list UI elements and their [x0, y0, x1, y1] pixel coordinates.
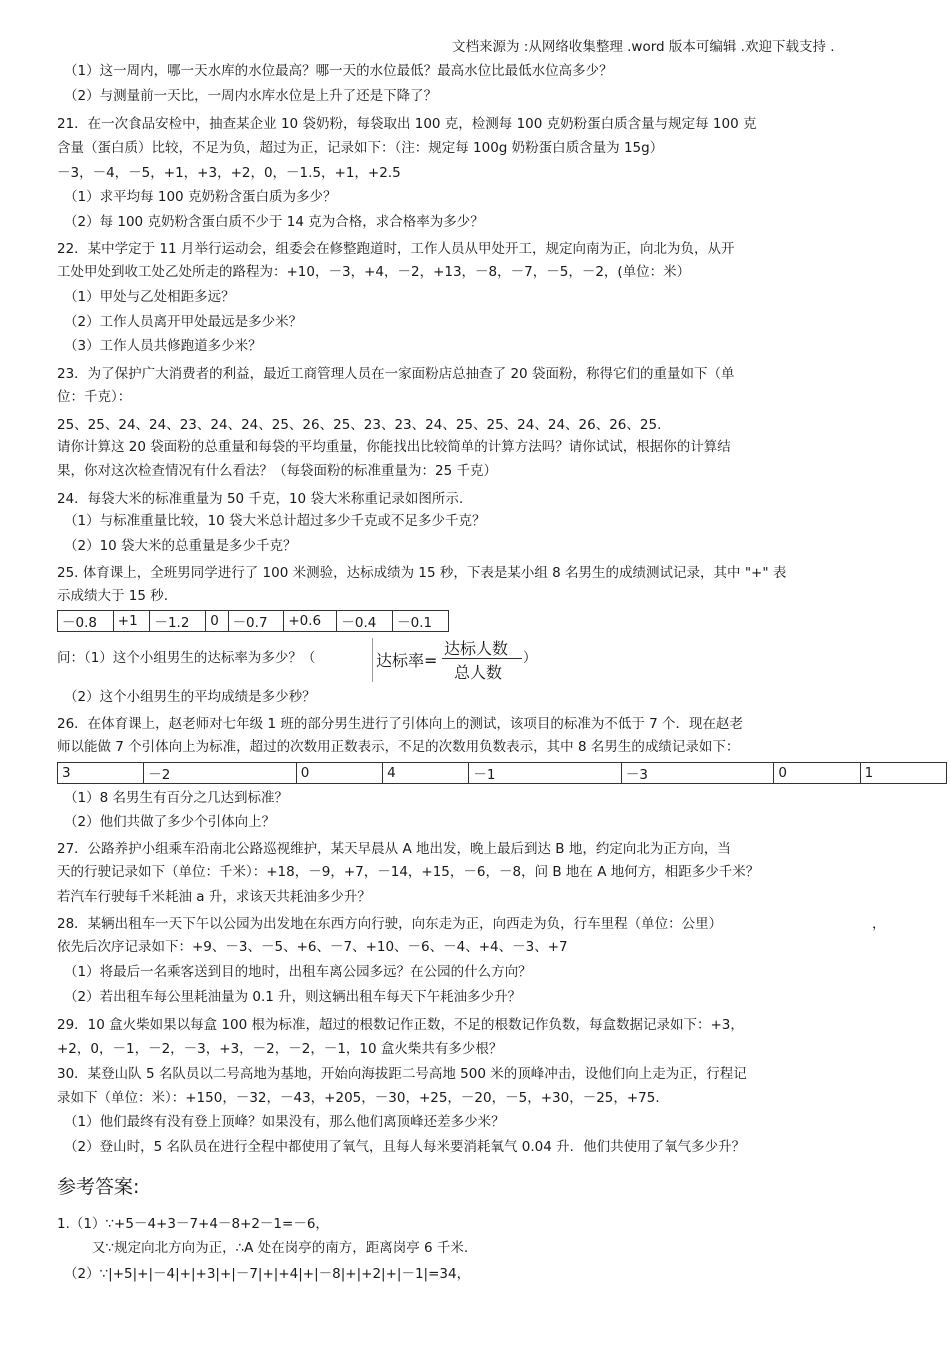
- page-header-note: 文档来源为 :从网络收集整理 .word 版本可编辑 .欢迎下载支持 .: [452, 39, 835, 55]
- question-line: （2）登山时，5 名队员在进行全程中都使用了氧气，且每人每米要消耗氧气 0.04 升．他们共使用了氧气多少升？: [64, 1139, 746, 1155]
- formula-denominator: 总人数: [454, 663, 503, 682]
- table-cell: －3: [621, 763, 774, 784]
- answer-line: （2）∵|+5|+|－4|+|+3|+|－7|+|+4|+|－8|+|+2|+|－1|=34，: [64, 1266, 471, 1282]
- table-cell: 1: [860, 763, 946, 784]
- table-cell: 3: [58, 763, 144, 784]
- table-cell: +0.6: [284, 611, 337, 632]
- question-line: （1）求平均每 100 克奶粉含蛋白质为多少？: [64, 189, 337, 205]
- answer-line: 1.（1）∵+5－4+3－7+4－8+2－1=－6，: [57, 1216, 329, 1232]
- question-line: 依先后次序记录如下：+9、－3、－5、+6、－7、+10、－6、－4、+4、－3、+7: [57, 939, 568, 955]
- question-29: 29．10 盒火柴如果以每盒 100 根为标准，超过的根数记作正数，不足的根数记作负数，每盒数据记录如下：+3，: [57, 1017, 744, 1033]
- question-25: 25. 体育课上，全班男同学进行了 100 米测验，达标成绩为 15 秒，下表是某小组 8 名男生的成绩测试记录，其中 "+" 表: [57, 565, 787, 581]
- question-23: 23．为了保护广大消费者的利益，最近工商管理人员在一家面粉店总抽查了 20 袋面粉，称得它们的重量如下（单: [57, 366, 735, 382]
- question-line: 示成绩大于 15 秒.: [57, 588, 169, 604]
- question-line: 问：（1）这个小组男生的达标率为多少？（: [57, 650, 316, 666]
- table-cell: －0.4: [337, 611, 393, 632]
- pass-rate-formula: [372, 636, 524, 682]
- question-line: （1）与标准重量比较，10 袋大米总计超过多少千克或不足多少千克？: [64, 513, 486, 529]
- score-table-25: [57, 610, 449, 632]
- question-line: 含量（蛋白质）比较，不足为负，超过为正，记录如下：（注：规定每 100g 奶粉蛋白质含量为 15g）: [57, 140, 664, 156]
- table-cell: －0.8: [58, 611, 114, 632]
- formula-numerator: 达标人数: [444, 639, 509, 658]
- table-cell: －0.1: [393, 611, 449, 632]
- question-line: +2，0，－1，－2，－3，+3，－2，－2，－1，10 盒火柴共有多少根？: [57, 1041, 503, 1057]
- question-line: （1）甲处与乙处相距多远？: [64, 289, 235, 305]
- question-line: 25、25、24、24、23、24、24、25、26、25、23、23、24、25、25、24、24、26、26、25.: [57, 417, 662, 433]
- question-21: 21．在一次食品安检中，抽查某企业 10 袋奶粉，每袋取出 100 克，检测每 100 克奶粉蛋白质含量与规定每 100 克: [57, 116, 757, 132]
- table-cell: +1: [113, 611, 150, 632]
- table-cell: 0: [774, 763, 860, 784]
- trailing-comma: ，: [872, 916, 886, 932]
- question-line: （1）他们最终有没有登上顶峰？如果没有，那么他们离顶峰还差多少米？: [64, 1114, 505, 1130]
- table-cell: －1: [469, 763, 622, 784]
- formula-lhs: 达标率=: [376, 651, 438, 670]
- answers-heading: 参考答案:: [57, 1176, 140, 1198]
- question-line: （2）10 袋大米的总重量是多少千克？: [64, 538, 297, 554]
- question-30: 30．某登山队 5 名队员以二号高地为基地，开始向海拔距二号高地 500 米的顶峰冲击，设他们向上走为正，行程记: [57, 1066, 747, 1082]
- table-cell: －0.7: [228, 611, 284, 632]
- question-line: （3）工作人员共修跑道多少米？: [64, 338, 262, 354]
- question-line: （1）将最后一名乘客送到目的地时，出租车离公园多远？在公园的什么方向？: [64, 964, 532, 980]
- question-line: －3，－4，－5，+1，+3，+2，0，－1.5，+1，+2.5: [57, 165, 401, 181]
- question-line: （2）这个小组男生的平均成绩是多少秒？: [64, 689, 316, 705]
- question-line: 录如下（单位：米）：+150，－32，－43，+205，－30，+25，－20，－5，+30，－25，+75.: [57, 1090, 660, 1106]
- formula-close: ）: [523, 650, 537, 666]
- table-cell: 0: [296, 763, 382, 784]
- question-22: 22．某中学定于 11 月举行运动会，组委会在修整跑道时，工作人员从甲处开工，规定向南为正，向北为负，从开: [57, 241, 735, 257]
- table-cell: －2: [144, 763, 297, 784]
- score-table-26: [57, 762, 947, 784]
- question-line: （2）与测量前一天比，一周内水库水位是上升了还是下降了？: [64, 88, 438, 104]
- question-27: 27．公路养护小组乘车沿南北公路巡视维护，某天早晨从 A 地出发，晚上最后到达 B 地，约定向北为正方向，当: [57, 841, 731, 857]
- question-26: 26．在体育课上，赵老师对七年级 1 班的部分男生进行了引体向上的测试，该项目的标准为不低于 7 个．现在赵老: [57, 716, 744, 732]
- question-line: 师以能做 7 个引体向上为标准，超过的次数用正数表示，不足的次数用负数表示，其中 8 名男生的成绩记录如下：: [57, 739, 740, 755]
- question-line: 若汽车行驶每千米耗油 a 升，求该天共耗油多少升？: [57, 889, 371, 905]
- question-line: 果，你对这次检查情况有什么看法？（每袋面粉的标准重量为：25 千克）: [57, 463, 497, 479]
- question-line: （1）8 名男生有百分之几达到标准？: [64, 790, 288, 806]
- question-line: （2）每 100 克奶粉含蛋白质不少于 14 克为合格，求合格率为多少？: [64, 214, 484, 230]
- question-line: 天的行驶记录如下（单位：千米）：+18，－9，+7，－14，+15，－6，－8，问 B 地在 A 地何方，相距多少千米？: [57, 864, 760, 880]
- question-line: 位：千克）：: [57, 389, 132, 405]
- table-cell: 0: [206, 611, 228, 632]
- question-line: （2）若出租车每公里耗油量为 0.1 升，则这辆出租车每天下午耗油多少升？: [64, 989, 522, 1005]
- question-28: 28．某辆出租车一天下午以公园为出发地在东西方向行驶，向东走为正，向西走为负，行车里程（单位：公里）: [57, 916, 723, 932]
- question-line: 工处甲处到收工处乙处所走的路程为：+10，－3，+4，－2，+13，－8，－7，－5，－2，(单位：米）: [57, 264, 691, 280]
- question-line: （2）工作人员离开甲处最远是多少米？: [64, 314, 303, 330]
- question-line: 请你计算这 20 袋面粉的总重量和每袋的平均重量，你能找出比较简单的计算方法吗？请你试试，根据你的计算结: [57, 439, 731, 455]
- question-24: 24．每袋大米的标准重量为 50 千克，10 袋大米称重记录如图所示.: [57, 491, 464, 507]
- question-line: （1）这一周内，哪一天水库的水位最高？哪一天的水位最低？最高水位比最低水位高多少？: [64, 63, 613, 79]
- table-cell: 4: [383, 763, 469, 784]
- table-cell: －1.2: [150, 611, 206, 632]
- question-line: （2）他们共做了多少个引体向上？: [64, 814, 276, 830]
- answer-line: 又∵规定向北方向为正，∴A 处在岗亭的南方，距离岗亭 6 千米.: [92, 1240, 469, 1256]
